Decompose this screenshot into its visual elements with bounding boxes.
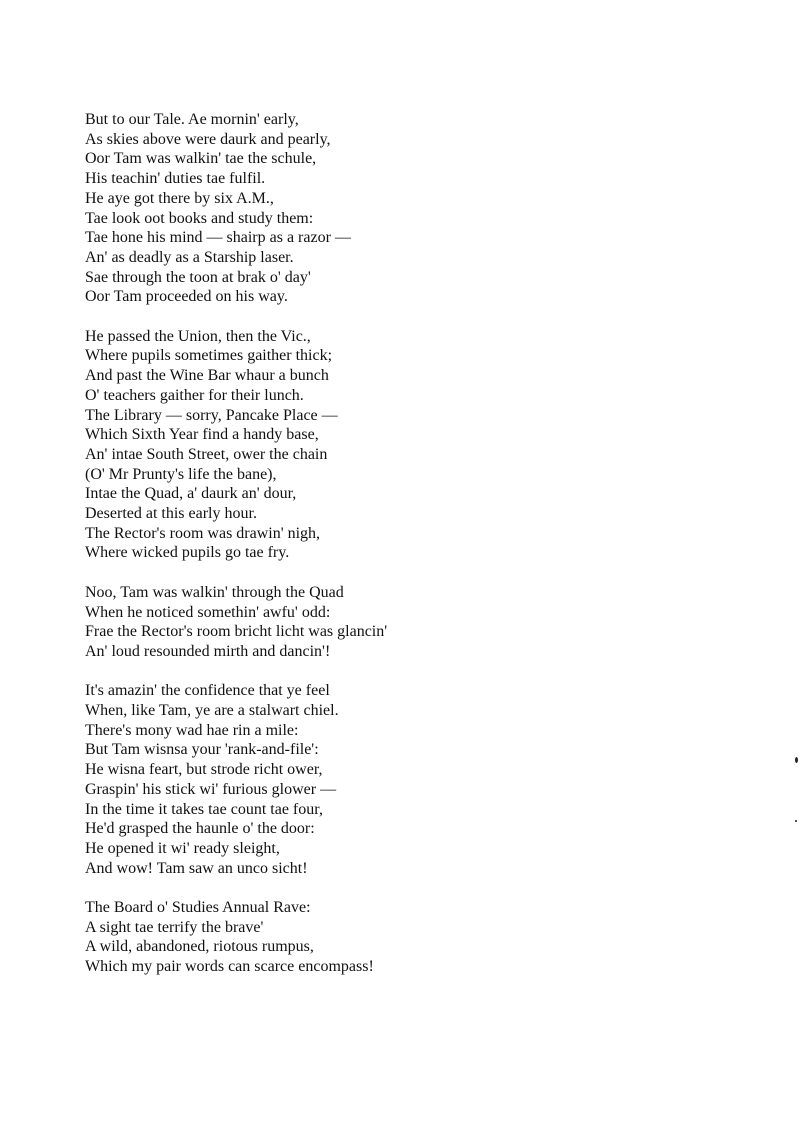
- poem-line: It's amazin' the confidence that ye feel: [85, 682, 330, 700]
- poem-line: His teachin' duties tae fulfil.: [85, 170, 266, 188]
- poem-line: O' teachers gaither for their lunch.: [85, 386, 304, 404]
- poem-line: As skies above were daurk and pearly,: [85, 130, 331, 148]
- poem-line: But to our Tale. Ae mornin' early,: [85, 111, 299, 128]
- poem-line: Sae through the toon at brak o' day': [85, 268, 311, 286]
- poem-line: Deserted at this early hour.: [85, 505, 257, 523]
- poem-line: But Tam wisnsa your 'rank-and-file':: [85, 741, 319, 759]
- poem-line: And wow! Tam saw an unco sicht!: [85, 859, 308, 877]
- stanza-1: [85, 110, 765, 307]
- poem-line: An' loud resounded mirth and dancin'!: [85, 642, 331, 660]
- poem-line: When, like Tam, ye are a stalwart chiel.: [85, 702, 339, 720]
- poem-line: There's mony wad hae rin a mile:: [85, 721, 299, 739]
- stanza-2: [85, 327, 765, 563]
- poem-line: A sight tae terrify the brave': [85, 918, 264, 936]
- scan-speck: [795, 757, 798, 763]
- poem-line: Intae the Quad, a' daurk an' dour,: [85, 485, 297, 503]
- poem-line: In the time it takes tae count tae four,: [85, 800, 323, 818]
- poem-line: (O' Mr Prunty's life the bane),: [85, 465, 277, 483]
- poem-line: The Library — sorry, Pancake Place —: [85, 406, 338, 424]
- poem-line: When he noticed somethin' awfu' odd:: [85, 603, 331, 621]
- poem-line: Which Sixth Year find a handy base,: [85, 426, 319, 444]
- poem-line: The Rector's room was drawin' nigh,: [85, 524, 321, 542]
- poem-line: A wild, abandoned, riotous rumpus,: [85, 938, 314, 956]
- poem-line: Graspin' his stick wi' furious glower —: [85, 780, 337, 798]
- poem-line: He passed the Union, then the Vic.,: [85, 327, 311, 345]
- poem-line: And past the Wine Bar whaur a bunch: [85, 367, 329, 385]
- poem-line: Oor Tam proceeded on his way.: [85, 288, 288, 306]
- poem-line: Which my pair words can scarce encompass!: [85, 958, 374, 976]
- poem-line: Noo, Tam was walkin' through the Quad: [85, 583, 344, 601]
- poem-line: Oor Tam was walkin' tae the schule,: [85, 150, 317, 168]
- poem-line: Frae the Rector's room bricht licht was glancin': [85, 623, 388, 641]
- stanza-3: [85, 583, 765, 662]
- scan-speck: [795, 820, 797, 822]
- poem-line: Where pupils sometimes gaither thick;: [85, 347, 333, 365]
- poem-line: He aye got there by six A.M.,: [85, 189, 274, 207]
- poem-line: Tae look oot books and study them:: [85, 209, 314, 227]
- poem-line: He wisna feart, but strode richt ower,: [85, 761, 323, 779]
- poem-line: An' intae South Street, ower the chain: [85, 445, 328, 463]
- poem-line: He opened it wi' ready sleight,: [85, 839, 280, 857]
- poem-body: [85, 110, 765, 997]
- poem-line: He'd grasped the haunle o' the door:: [85, 820, 315, 838]
- stanza-4: [85, 681, 765, 878]
- stanza-5: [85, 898, 765, 977]
- poem-line: Tae hone his mind — shairp as a razor —: [85, 229, 351, 247]
- poem-line: The Board o' Studies Annual Rave:: [85, 899, 311, 917]
- poem-line: Where wicked pupils go tae fry.: [85, 544, 290, 562]
- poem-line: An' as deadly as a Starship laser.: [85, 248, 294, 266]
